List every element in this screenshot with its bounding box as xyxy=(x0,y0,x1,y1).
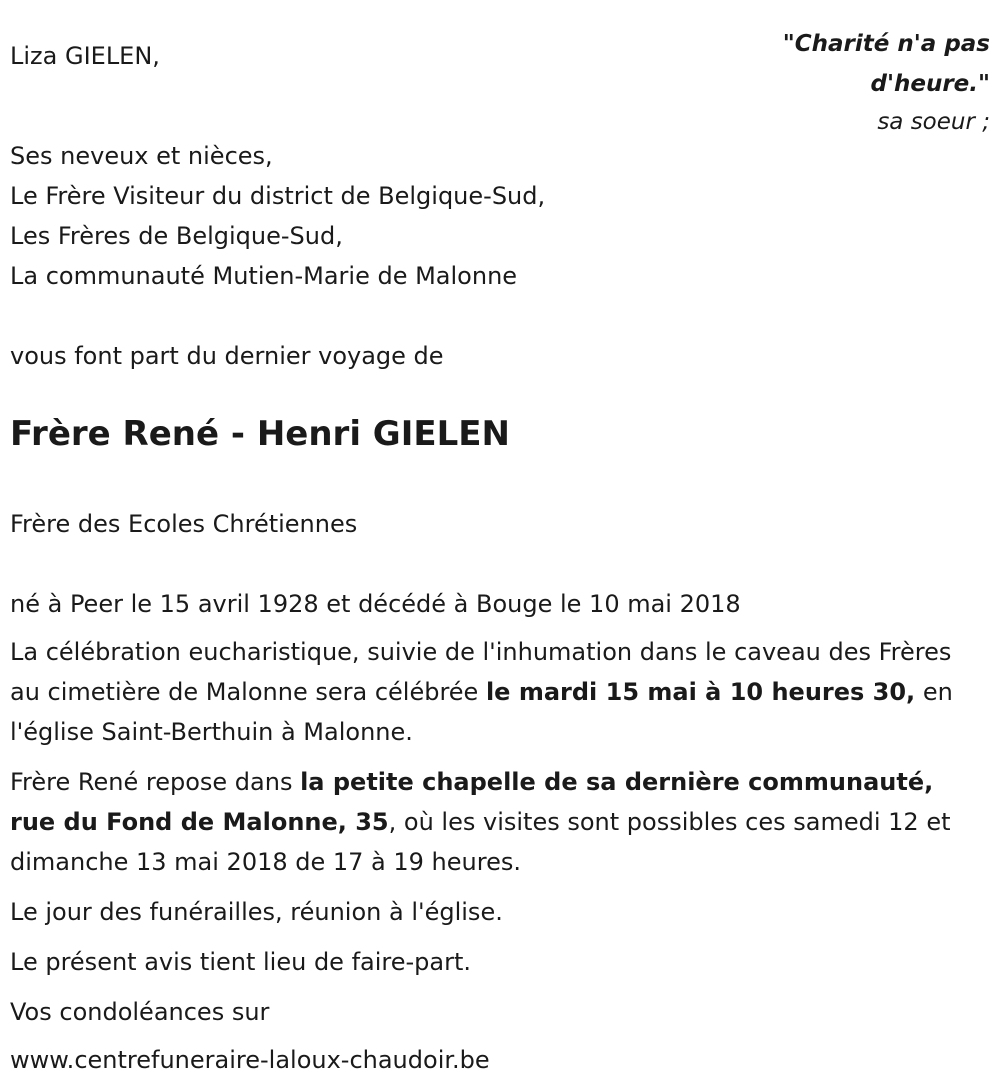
quote-line-1: "Charité n'a pas xyxy=(782,31,990,57)
celebration-paragraph xyxy=(10,632,980,752)
birth-death: né à Peer le 15 avril 1928 et décédé à Bouge le 10 mai 2018 xyxy=(10,590,741,618)
sister-label: sa soeur ; xyxy=(877,109,990,135)
deceased-name: Frère René - Henri GIELEN xyxy=(10,414,510,454)
rest-text-2: , où les visites sont possibles ces samedi 12 et dimanche 13 mai 2018 de 17 à 19 heures. xyxy=(10,808,951,876)
family-line-2: Le Frère Visiteur du district de Belgique-Sud, xyxy=(10,182,546,210)
announcement: vous font part du dernier voyage de xyxy=(10,342,444,370)
funeral-day: Le jour des funérailles, réunion à l'église. xyxy=(10,898,503,926)
celebration-text-1: La célébration eucharistique, suivie de l'inhumation dans le caveau des Frères au cimetière de Malonne sera célébrée xyxy=(10,638,952,706)
rest-paragraph xyxy=(10,762,980,882)
family-line-4: La communauté Mutien-Marie de Malonne xyxy=(10,262,518,290)
celebration-date: le mardi 15 mai à 10 heures 30, xyxy=(485,678,916,706)
sister-name: Liza GIELEN, xyxy=(10,42,160,70)
religious-order: Frère des Ecoles Chrétiennes xyxy=(10,510,358,538)
family-line-1: Ses neveux et nièces, xyxy=(10,142,273,170)
celebration-text-2: en l'église Saint-Berthuin à Malonne. xyxy=(10,678,953,746)
rest-location: la petite chapelle de sa dernière communauté, rue du Fond de Malonne, 35 xyxy=(10,768,934,836)
rest-text-1: Frère René repose dans xyxy=(10,768,301,796)
quote-line-2: d'heure." xyxy=(870,71,990,97)
condolences-label: Vos condoléances sur xyxy=(10,998,270,1026)
family-line-3: Les Frères de Belgique-Sud, xyxy=(10,222,343,250)
quote-block xyxy=(783,24,990,140)
notice: Le présent avis tient lieu de faire-part. xyxy=(10,948,472,976)
website-link[interactable]: www.centrefuneraire-laloux-chaudoir.be xyxy=(10,1046,490,1074)
